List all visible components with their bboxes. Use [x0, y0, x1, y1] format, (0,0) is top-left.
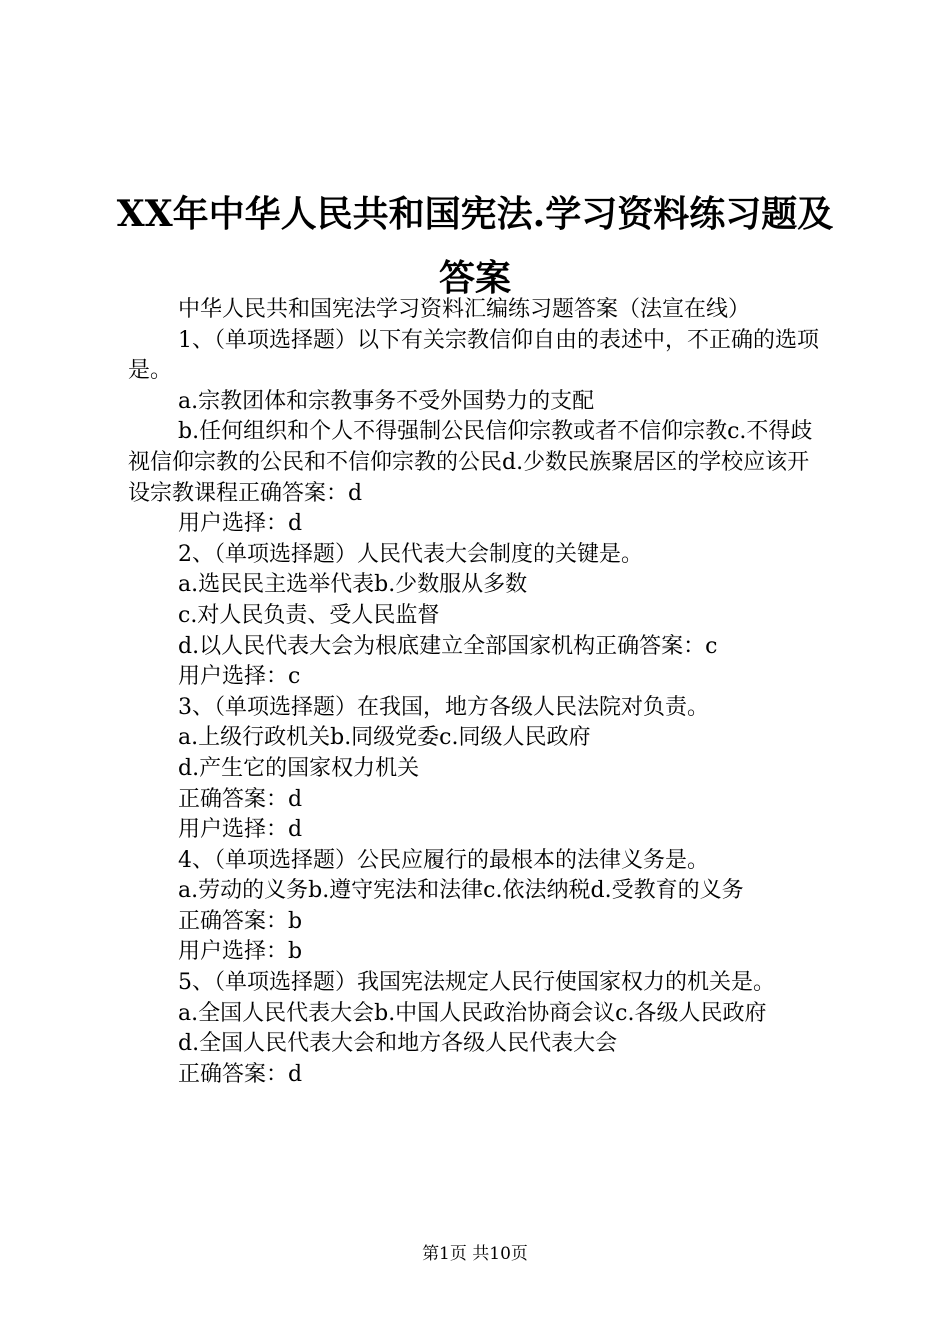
question-5-options-abc: a.全国人民代表大会b.中国人民政治协商会议c.各级人民政府 [178, 1000, 767, 1026]
question-2-options-ab: a.选民民主选举代表b.少数服从多数 [178, 572, 528, 598]
question-3-user-choice: 用户选择：d [178, 817, 303, 843]
question-2-user-choice: 用户选择：c [178, 664, 301, 690]
intro-line: 中华人民共和国宪法学习资料汇编练习题答案（法宣在线） [178, 297, 751, 322]
question-4-user-choice: 用户选择：b [178, 939, 303, 965]
question-3-option-d: d.产生它的国家权力机关 [178, 755, 420, 781]
question-1-option-a: a.宗教团体和宗教事务不受外国势力的支配 [178, 388, 595, 414]
question-3-options-abc: a.上级行政机关b.同级党委c.同级人民政府 [178, 725, 591, 751]
question-2: 2、（单项选择题）人民代表大会制度的关键是。 [178, 541, 643, 567]
document-body [128, 295, 830, 1090]
question-5-answer: 正确答案：d [178, 1061, 303, 1087]
question-4-answer: 正确答案：b [178, 908, 303, 934]
question-1-user-choice: 用户选择：d [178, 511, 303, 537]
document-title: XX年中华人民共和国宪法.学习资料练习题及答案 [116, 193, 834, 299]
question-1-options-bcd: b.任何组织和个人不得强制公民信仰宗教或者不信仰宗教c.不得歧视信仰宗教的公民和不信仰宗教的公民d.少数民族聚居区的学校应该开设宗教课程正确答案：d [128, 419, 813, 506]
question-4: 4、（单项选择题）公民应履行的最根本的法律义务是。 [178, 847, 709, 873]
question-1: 1、（单项选择题）以下有关宗教信仰自由的表述中，不正确的选项是。 [128, 327, 819, 384]
question-4-options: a.劳动的义务b.遵守宪法和法律c.依法纳税d.受教育的义务 [178, 878, 744, 904]
question-5-option-d: d.全国人民代表大会和地方各级人民代表大会 [178, 1031, 618, 1057]
question-2-option-d: d.以人民代表大会为根底建立全部国家机构正确答案：c [178, 633, 718, 659]
question-2-option-c: c.对人民负责、受人民监督 [178, 602, 440, 628]
page-number-footer: 第1页 共10页 [422, 1244, 528, 1264]
question-5: 5、（单项选择题）我国宪法规定人民行使国家权力的机关是。 [178, 970, 775, 996]
question-3: 3、（单项选择题）在我国，地方各级人民法院对负责。 [178, 694, 709, 720]
question-3-answer: 正确答案：d [178, 786, 303, 812]
